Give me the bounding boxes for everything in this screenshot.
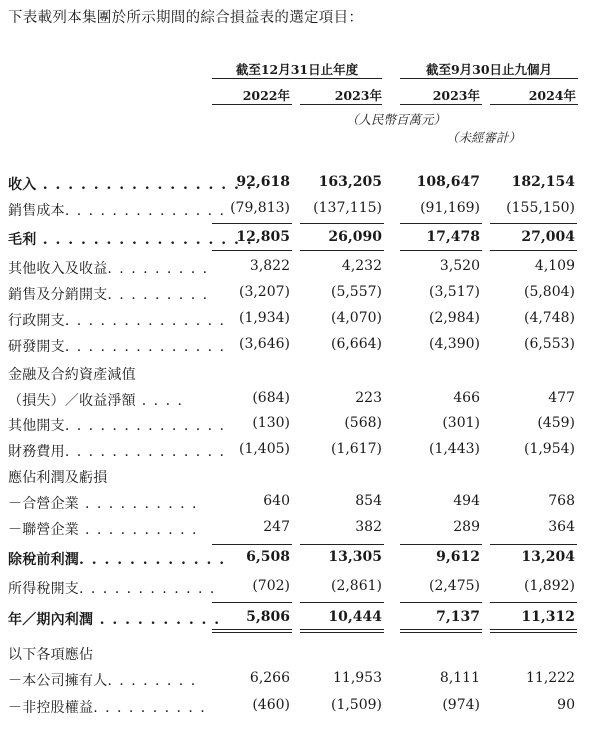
row-label-text: －聯營企業 xyxy=(8,522,79,538)
row-value: 768 xyxy=(548,493,575,509)
row-value: 8,111 xyxy=(439,670,480,686)
double-rule xyxy=(300,629,384,633)
row-label-text: 毛利 xyxy=(8,232,37,248)
row-value: 289 xyxy=(453,519,480,535)
row-value: (684) xyxy=(252,390,290,406)
row-value: 3,822 xyxy=(249,258,290,274)
double-rule xyxy=(490,629,577,633)
row-value: 12,805 xyxy=(236,229,290,245)
row-value: 11,222 xyxy=(526,670,575,686)
dot-leader: . . . . . . . . . xyxy=(107,287,209,303)
row-value: 640 xyxy=(263,493,290,509)
row-label xyxy=(8,390,183,410)
row-value: (2,984) xyxy=(428,310,480,326)
year-header-2023-a: 2023年 xyxy=(334,88,382,103)
row-value: (1,617) xyxy=(330,441,382,457)
row-value: (2,475) xyxy=(428,578,480,594)
row-label-text: 所得稅開支 xyxy=(8,581,79,597)
year-header-2023-b: 2023年 xyxy=(432,88,480,103)
row-value: 108,647 xyxy=(416,174,480,190)
row-value: (1,954) xyxy=(523,441,575,457)
row-label xyxy=(8,519,198,539)
total-rule xyxy=(400,250,482,251)
row-value: 182,154 xyxy=(511,174,575,190)
intro-text: 下表載列本集團於所示期間的綜合損益表的選定項目： xyxy=(8,10,364,26)
row-value: 466 xyxy=(453,390,480,406)
subtotal-rule xyxy=(300,602,384,603)
row-value: (2,861) xyxy=(330,578,382,594)
row-value: 854 xyxy=(355,493,382,509)
row-value: (6,553) xyxy=(523,336,575,352)
double-rule xyxy=(212,629,292,633)
row-label-text: 財務費用 xyxy=(8,444,65,460)
dot-leader: . . . . . . . . . . . . . . xyxy=(64,313,226,329)
row-value: (1,934) xyxy=(238,310,290,326)
table-row xyxy=(0,697,590,719)
table-row xyxy=(0,609,590,631)
table-row xyxy=(0,284,590,306)
row-label xyxy=(8,174,253,194)
row-value: 3,520 xyxy=(439,258,480,274)
row-label xyxy=(8,644,93,664)
table-row xyxy=(0,336,590,358)
row-value: 382 xyxy=(355,519,382,535)
row-label-text: 除稅前利潤 xyxy=(8,552,79,568)
row-value: 4,109 xyxy=(534,258,575,274)
row-value: 4,232 xyxy=(341,258,382,274)
row-value: (1,443) xyxy=(428,441,480,457)
row-label xyxy=(8,441,225,461)
row-value: (91,169) xyxy=(420,200,480,216)
dot-leader: . . . . . . . . . . . . . . xyxy=(64,444,226,460)
row-value: 13,305 xyxy=(328,549,382,565)
row-value: (459) xyxy=(537,415,575,431)
row-value: (568) xyxy=(344,415,382,431)
row-value: (130) xyxy=(252,415,290,431)
dot-leader: . . . . . . . . . . . . xyxy=(79,552,226,568)
row-value: 7,137 xyxy=(436,609,480,625)
row-value: (3,646) xyxy=(238,336,290,352)
row-value: (4,748) xyxy=(523,310,575,326)
row-label xyxy=(8,549,226,569)
row-value: (974) xyxy=(442,697,480,713)
subtotal-rule xyxy=(300,223,384,224)
total-rule xyxy=(300,250,384,251)
row-label xyxy=(8,310,225,330)
row-value: 6,508 xyxy=(246,549,290,565)
dot-leader: . . . . . . . . . . . . xyxy=(79,581,216,597)
row-label-text: 金融及合約資產減值 xyxy=(8,367,136,383)
dot-leader: . . . . . . . . . . . . . . xyxy=(64,418,226,434)
unaudited-note: （未經審計） xyxy=(446,130,522,145)
dot-leader: . . . . . . . . . . . . . . . . . xyxy=(36,232,254,248)
row-label xyxy=(8,493,198,513)
row-value: 13,204 xyxy=(521,549,575,565)
table-row xyxy=(0,174,590,196)
table-row xyxy=(0,310,590,332)
table-row xyxy=(0,493,590,515)
row-value: (4,390) xyxy=(428,336,480,352)
row-label-text: 年／期內利潤 xyxy=(8,612,94,628)
row-value: 6,266 xyxy=(249,670,290,686)
row-value: 92,618 xyxy=(236,174,290,190)
row-label xyxy=(8,578,216,598)
dot-leader: . . . . . . . . . . . . . . . . . xyxy=(36,177,254,193)
row-value: (155,150) xyxy=(506,200,575,216)
row-label-text: 其他收入及收益 xyxy=(8,261,108,277)
group-header-nine-months: 截至9月30日止九個月 xyxy=(425,62,553,77)
table-row xyxy=(0,578,590,600)
group-underline-2 xyxy=(400,78,578,79)
row-value: (301) xyxy=(442,415,480,431)
row-label xyxy=(8,284,209,304)
row-label xyxy=(8,609,221,629)
year-underline-3 xyxy=(400,104,482,105)
row-value: 27,004 xyxy=(521,229,575,245)
row-label-text: 研發開支 xyxy=(8,339,65,355)
table-row xyxy=(0,364,590,386)
row-value: (79,813) xyxy=(230,200,290,216)
dot-leader: . . . . . . . . . . . . . . xyxy=(64,339,226,355)
table-row xyxy=(0,200,590,222)
row-value: 26,090 xyxy=(328,229,382,245)
table-row xyxy=(0,670,590,692)
row-label xyxy=(8,467,107,487)
row-label-text: 銷售及分銷開支 xyxy=(8,287,108,303)
row-value: 223 xyxy=(355,390,382,406)
row-value: 90 xyxy=(557,697,575,713)
year-underline-2 xyxy=(300,104,382,105)
row-value: (3,207) xyxy=(238,284,290,300)
row-label-text: 以下各項應佔 xyxy=(8,647,94,663)
subtotal-rule xyxy=(400,602,482,603)
row-label xyxy=(8,670,197,690)
subtotal-rule xyxy=(490,602,577,603)
year-underline-4 xyxy=(490,104,578,105)
row-value: 494 xyxy=(453,493,480,509)
row-value: 364 xyxy=(548,519,575,535)
dot-leader: . . . . . . . . . xyxy=(107,261,209,277)
subtotal-rule xyxy=(400,223,482,224)
row-label-text: 其他開支 xyxy=(8,418,65,434)
row-label-text: －合營企業 xyxy=(8,496,79,512)
row-value: 11,953 xyxy=(333,670,382,686)
row-value: (137,115) xyxy=(313,200,382,216)
row-label xyxy=(8,200,225,220)
dot-leader: . . . . . . . . . . xyxy=(79,496,199,512)
row-label-text: 銷售成本 xyxy=(8,203,65,219)
row-value: 247 xyxy=(263,519,290,535)
row-value: 477 xyxy=(548,390,575,406)
subtotal-rule xyxy=(212,544,292,545)
unit-note: （人民幣百萬元） xyxy=(346,112,447,127)
double-rule xyxy=(400,629,482,633)
subtotal-rule xyxy=(490,544,577,545)
dot-leader: . . . . . . . . . . . . . . xyxy=(64,203,226,219)
table-row xyxy=(0,415,590,437)
table-row xyxy=(0,519,590,541)
subtotal-rule xyxy=(300,544,384,545)
row-label xyxy=(8,364,136,384)
row-value: 163,205 xyxy=(318,174,382,190)
year-underline-1 xyxy=(212,104,292,105)
row-label xyxy=(8,336,225,356)
table-row xyxy=(0,258,590,280)
row-value: (1,892) xyxy=(523,578,575,594)
row-label-text: －本公司擁有人 xyxy=(8,673,108,689)
total-rule xyxy=(212,250,292,251)
subtotal-rule xyxy=(212,602,292,603)
row-value: 5,806 xyxy=(246,609,290,625)
subtotal-rule xyxy=(212,223,292,224)
table-row xyxy=(0,467,590,489)
table-row xyxy=(0,644,590,666)
group-header-year-ended: 截至12月31日止年度 xyxy=(235,62,359,77)
row-label-text: 收入 xyxy=(8,177,37,193)
row-value: (5,557) xyxy=(330,284,382,300)
row-value: 10,444 xyxy=(328,609,382,625)
row-value: (460) xyxy=(252,697,290,713)
row-label-text: （損失）／收益淨額 xyxy=(8,393,136,409)
row-label xyxy=(8,697,206,717)
subtotal-rule xyxy=(400,544,482,545)
row-label xyxy=(8,258,209,278)
row-value: 17,478 xyxy=(426,229,480,245)
row-value: (1,405) xyxy=(238,441,290,457)
group-underline-1 xyxy=(212,78,382,79)
dot-leader: . . . . . . . . . . xyxy=(79,522,199,538)
row-label-text: －非控股權益 xyxy=(8,700,94,716)
dot-leader: . . . . . . . . . . xyxy=(93,700,207,716)
row-value: (6,664) xyxy=(330,336,382,352)
year-header-2022: 2022年 xyxy=(242,88,290,103)
row-value: (702) xyxy=(252,578,290,594)
row-value: 11,312 xyxy=(521,609,575,625)
row-label xyxy=(8,229,253,249)
dot-leader: . . . . xyxy=(135,393,184,409)
subtotal-rule xyxy=(490,223,577,224)
dot-leader: . . . . . . . . xyxy=(107,673,197,689)
table-row xyxy=(0,441,590,463)
row-label-text: 應佔利潤及虧損 xyxy=(8,470,108,486)
total-rule xyxy=(490,250,577,251)
row-value: (5,804) xyxy=(523,284,575,300)
year-header-2024: 2024年 xyxy=(528,88,576,103)
table-row xyxy=(0,549,590,571)
row-label xyxy=(8,415,225,435)
table-row xyxy=(0,390,590,412)
row-label-text: 行政開支 xyxy=(8,313,65,329)
row-value: (4,070) xyxy=(330,310,382,326)
row-value: (1,509) xyxy=(330,697,382,713)
row-value: (3,517) xyxy=(428,284,480,300)
row-value: 9,612 xyxy=(436,549,480,565)
table-row xyxy=(0,229,590,251)
dot-leader: . . . . . . . . . . xyxy=(93,612,221,628)
